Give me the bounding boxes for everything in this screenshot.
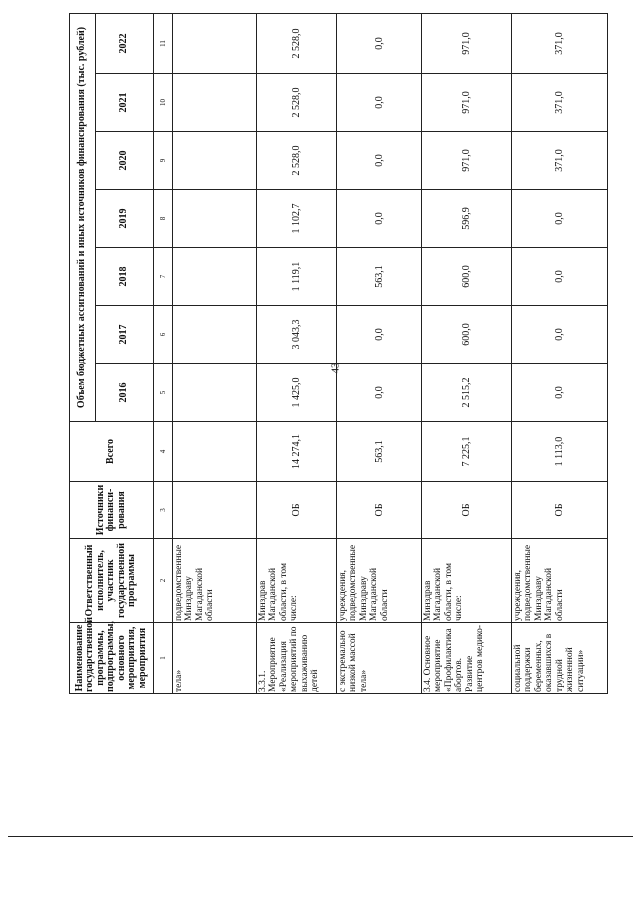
rotated-table-area bbox=[69, 14, 624, 694]
row-source bbox=[173, 482, 257, 539]
row-value: 1 119,1 bbox=[257, 248, 337, 306]
row-value: 600,0 bbox=[422, 248, 512, 306]
row-executor: учреждения, подведомственные Минздраву Магаданской области bbox=[512, 539, 608, 623]
column-number: 1 bbox=[154, 623, 173, 694]
row-value: 596,9 bbox=[422, 190, 512, 248]
header-budget-group: Объем бюджетных ассигнований и иных источников финансирования (тыс. рублей) bbox=[70, 13, 96, 421]
column-number: 11 bbox=[154, 13, 173, 73]
row-value: 0,0 bbox=[337, 190, 422, 248]
column-number: 10 bbox=[154, 74, 173, 132]
column-number: 2 bbox=[154, 539, 173, 623]
row-value: 0,0 bbox=[337, 13, 422, 73]
header-year: 2022 bbox=[96, 13, 154, 73]
row-value bbox=[173, 364, 257, 422]
row-value: 371,0 bbox=[512, 74, 608, 132]
header-executor: Ответственный исполнитель, участник государственной программы bbox=[70, 539, 154, 623]
row-name: с экстремально низкой массой тела» bbox=[337, 623, 422, 694]
column-number: 7 bbox=[154, 248, 173, 306]
header-year: 2020 bbox=[96, 132, 154, 190]
row-source: ОБ bbox=[512, 482, 608, 539]
row-value: 0,0 bbox=[337, 74, 422, 132]
row-value: 0,0 bbox=[512, 306, 608, 364]
page-number: 43 bbox=[329, 362, 342, 374]
row-value: 371,0 bbox=[512, 132, 608, 190]
row-value: 0,0 bbox=[337, 364, 422, 422]
table-row bbox=[173, 13, 257, 693]
row-name: 3.4. Основное мероприятие «Профилактика абортов. Развитие центров медико- bbox=[422, 623, 512, 694]
column-number: 3 bbox=[154, 482, 173, 539]
row-value bbox=[173, 190, 257, 248]
header-year: 2021 bbox=[96, 74, 154, 132]
row-value: 600,0 bbox=[422, 306, 512, 364]
row-total: 1 113,0 bbox=[512, 422, 608, 482]
row-source: ОБ bbox=[337, 482, 422, 539]
row-name: социальной поддержки беременных, оказавшихся в трудной жизненной ситуации» bbox=[512, 623, 608, 694]
header-year: 2017 bbox=[96, 306, 154, 364]
budget-table bbox=[69, 13, 608, 694]
row-value: 2 515,2 bbox=[422, 364, 512, 422]
row-value: 2 528,0 bbox=[257, 13, 337, 73]
row-executor: Минздрав Магаданской области, в том числе: bbox=[422, 539, 512, 623]
row-executor: учреждения, подведомственные Минздраву Магаданской области bbox=[337, 539, 422, 623]
row-name: 3.3.1. Мероприятие «Реализация мероприятий по выхаживанию детей bbox=[257, 623, 337, 694]
row-source: ОБ bbox=[257, 482, 337, 539]
row-value: 0,0 bbox=[512, 190, 608, 248]
row-value: 971,0 bbox=[422, 74, 512, 132]
row-value: 0,0 bbox=[512, 364, 608, 422]
row-value: 0,0 bbox=[337, 306, 422, 364]
row-executor: Минздрав Магаданской области, в том числе: bbox=[257, 539, 337, 623]
column-number: 4 bbox=[154, 422, 173, 482]
row-executor: подведомственные Минздраву Магаданской области bbox=[173, 539, 257, 623]
table-row bbox=[257, 13, 337, 693]
row-value: 971,0 bbox=[422, 13, 512, 73]
table-row bbox=[337, 13, 422, 693]
row-total: 7 225,1 bbox=[422, 422, 512, 482]
row-value: 1 102,7 bbox=[257, 190, 337, 248]
row-value bbox=[173, 13, 257, 73]
header-year: 2018 bbox=[96, 248, 154, 306]
row-total: 14 274,1 bbox=[257, 422, 337, 482]
row-value: 3 043,3 bbox=[257, 306, 337, 364]
row-source: ОБ bbox=[422, 482, 512, 539]
footer-rule bbox=[8, 836, 633, 837]
column-number: 5 bbox=[154, 364, 173, 422]
header-year: 2019 bbox=[96, 190, 154, 248]
row-value: 0,0 bbox=[337, 132, 422, 190]
row-value bbox=[173, 132, 257, 190]
row-value: 971,0 bbox=[422, 132, 512, 190]
header-year: 2016 bbox=[96, 364, 154, 422]
row-value: 371,0 bbox=[512, 13, 608, 73]
row-name: тела» bbox=[173, 623, 257, 694]
header-total: Всего bbox=[70, 422, 154, 482]
column-number: 6 bbox=[154, 306, 173, 364]
header-source: Источники финанси-рования bbox=[70, 482, 154, 539]
row-value bbox=[173, 306, 257, 364]
table-row bbox=[512, 13, 608, 693]
row-value: 1 425,0 bbox=[257, 364, 337, 422]
row-value: 563,1 bbox=[337, 248, 422, 306]
column-number: 8 bbox=[154, 190, 173, 248]
row-value bbox=[173, 74, 257, 132]
row-value bbox=[173, 248, 257, 306]
row-value: 2 528,0 bbox=[257, 132, 337, 190]
row-total: 563,1 bbox=[337, 422, 422, 482]
row-total bbox=[173, 422, 257, 482]
row-value: 2 528,0 bbox=[257, 74, 337, 132]
column-number: 9 bbox=[154, 132, 173, 190]
row-value: 0,0 bbox=[512, 248, 608, 306]
table-row bbox=[422, 13, 512, 693]
header-name: Наименование государственной программы, подпрограммы, основного мероприятия, мероприятия bbox=[70, 623, 154, 694]
